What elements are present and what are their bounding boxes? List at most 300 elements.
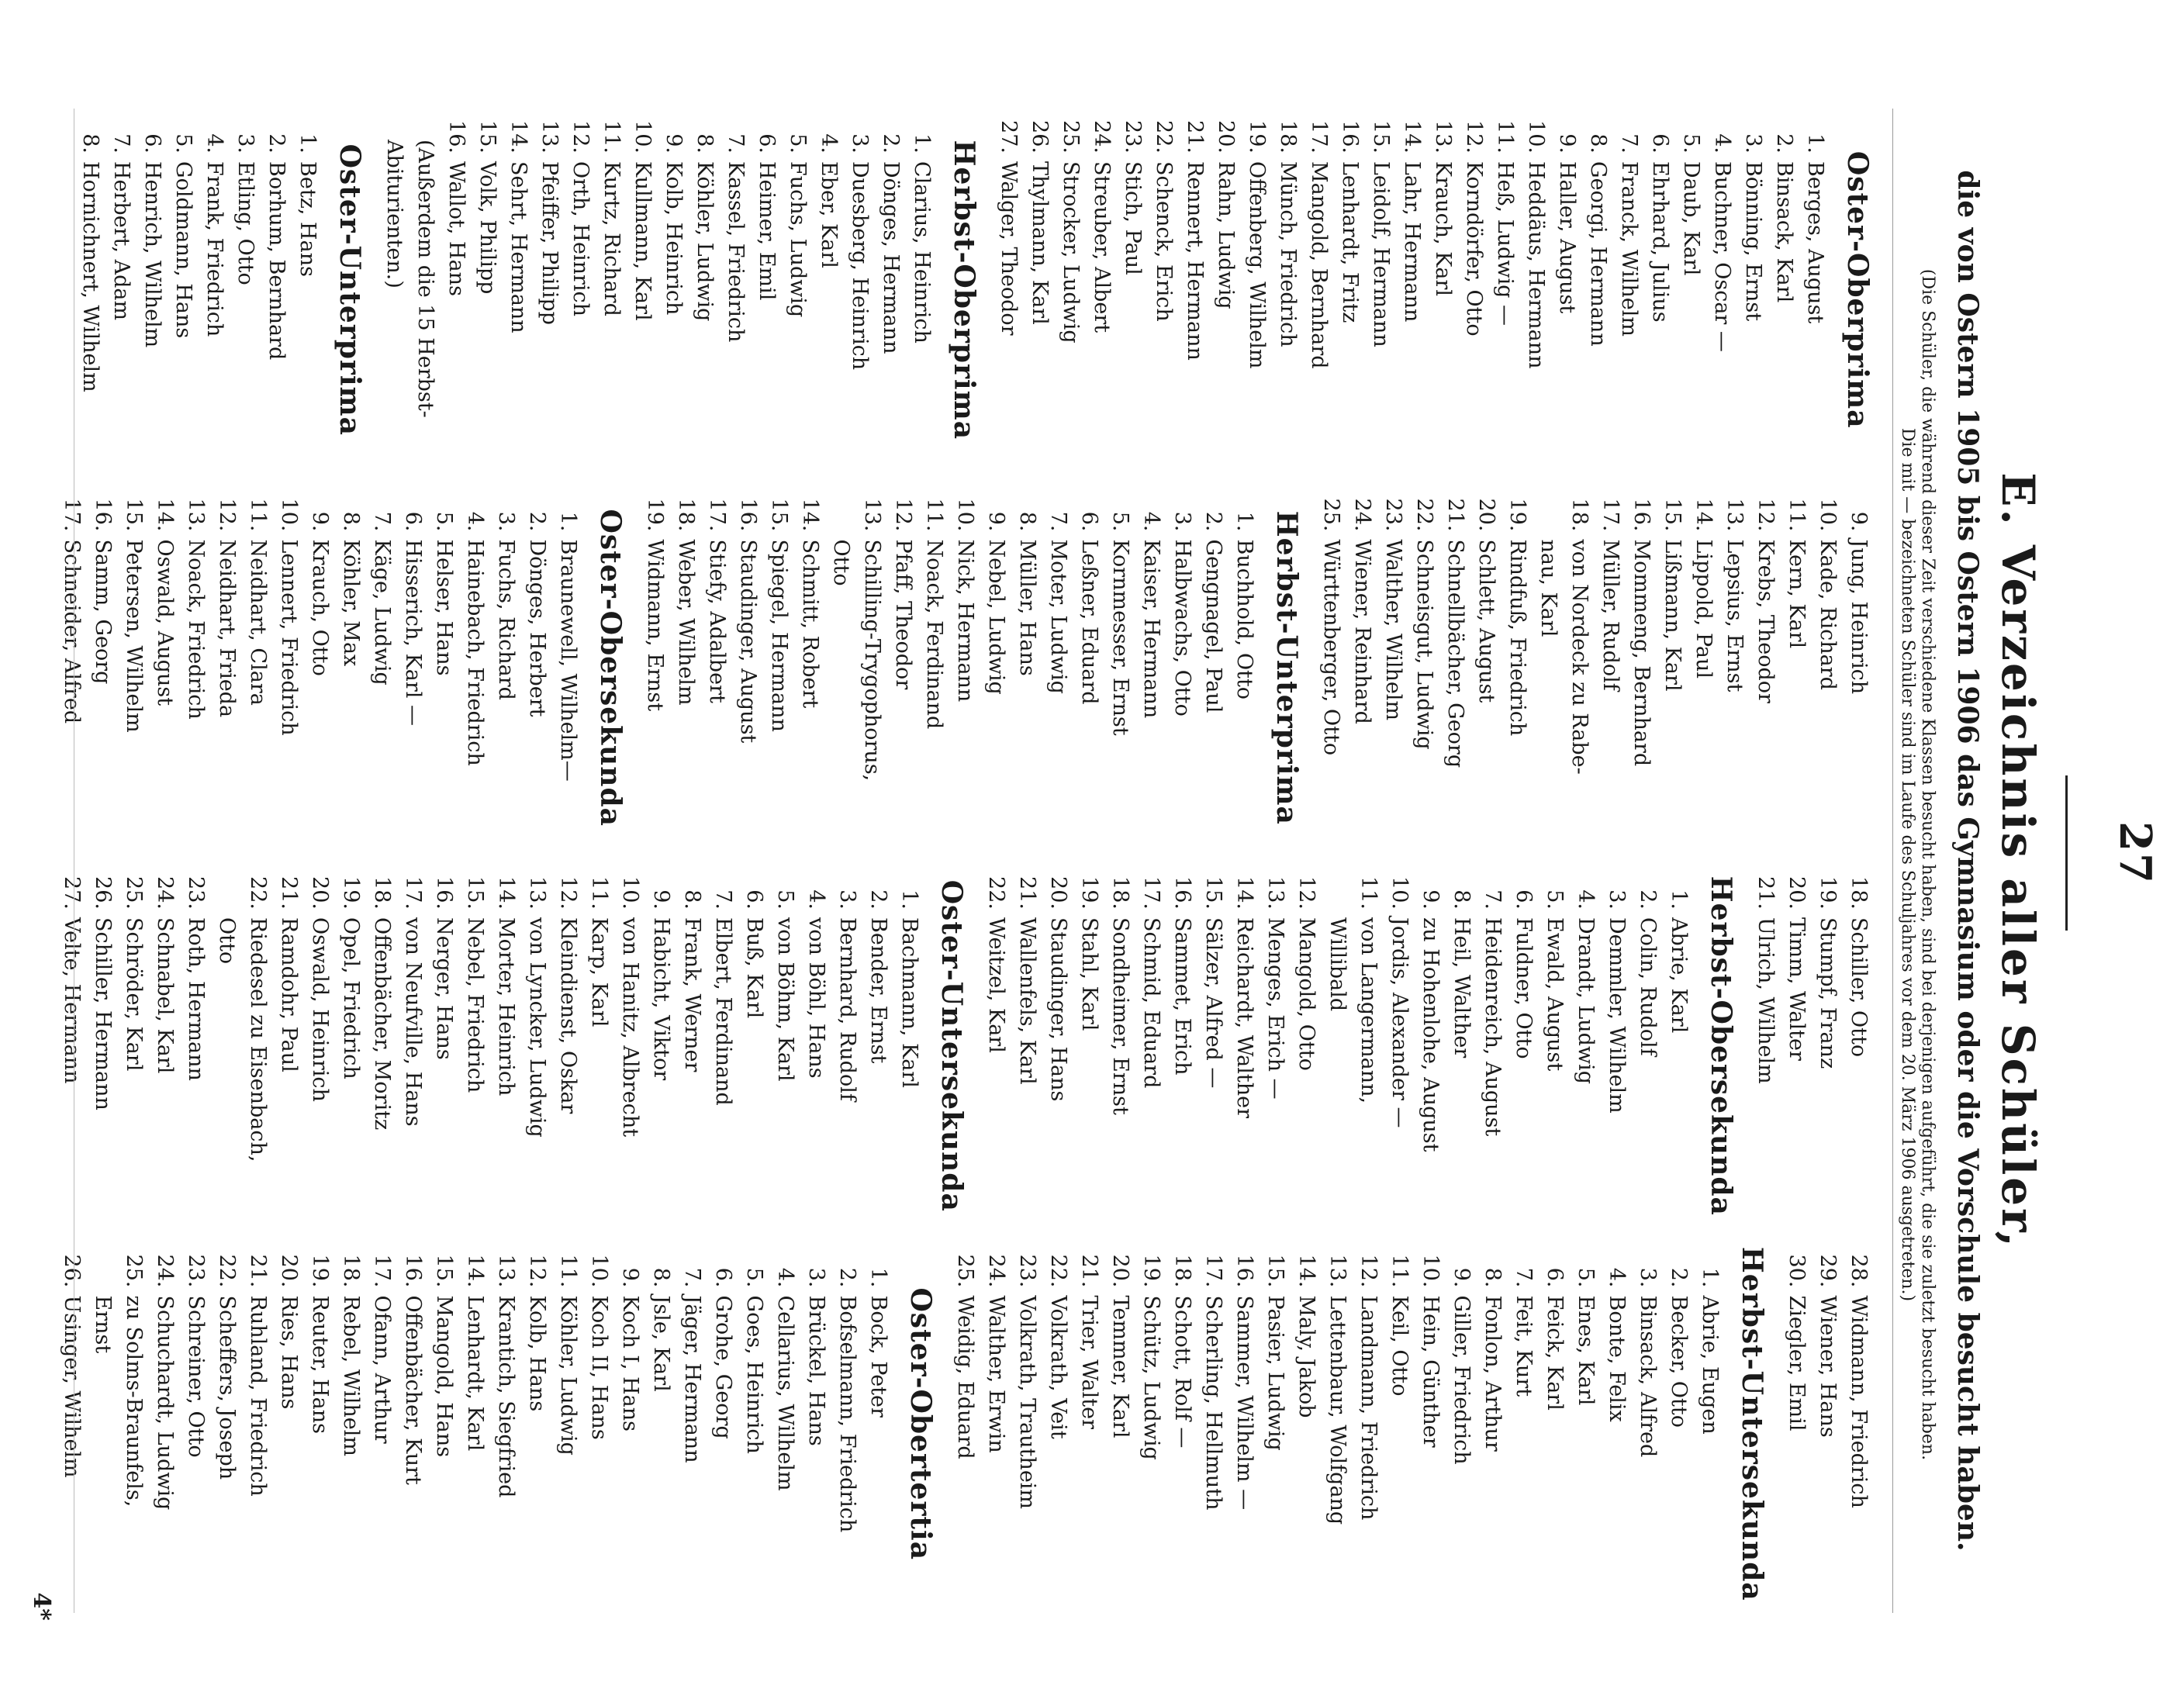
student-name: Bock, Peter [866,1295,890,1418]
list-item [211,865,242,1228]
item-number: 17. [401,876,425,910]
item-number: 1. [866,1267,890,1288]
item-number: 4. [202,133,226,154]
student-name: Heß, Ludwig — [1493,161,1517,326]
student-list [1315,487,1874,850]
item-number: 7. [1512,1267,1536,1288]
student-name: Berges, August [1803,161,1827,324]
list-item [800,865,831,1228]
student-name: Binsack, Alfred [1636,1295,1660,1458]
student-name: Kade, Richard [1816,539,1840,690]
item-number: 13. [537,120,562,154]
student-name: Halbwachs, Otto [1170,539,1194,717]
list-item [242,865,273,1228]
item-number: 20. [308,876,332,910]
item-number: 1. [1698,1267,1722,1288]
list-item [1750,487,1781,850]
list-item [732,487,763,850]
list-item [1781,487,1812,850]
list-item [738,1243,769,1606]
item-number: 21. [1015,876,1039,910]
list-item [87,1243,118,1606]
item-number: 17. [1201,1254,1225,1288]
list-item [1291,865,1322,1228]
student-name: Schlett, August [1474,539,1498,703]
list-item [273,865,304,1228]
student-name: Schott, Rolf — [1170,1295,1194,1449]
section-remark: Abiturienten.) [382,140,406,288]
list-item [993,109,1024,471]
list-item [1477,1243,1508,1606]
list-item [596,109,627,471]
item-number: 17. [370,1254,394,1288]
list-item [1595,487,1626,850]
student-name: Reuter, Hans [308,1295,332,1435]
list-item [1011,487,1042,850]
student-name: Drandt, Ludwig [1574,917,1598,1084]
student-name: Reichardt, Walther [1232,917,1256,1119]
list-item [1626,487,1657,850]
item-number: 10. [277,498,301,532]
item-number: 12. [1462,120,1486,154]
student-name: Wiener, Hans [1816,1295,1840,1438]
item-number: 18. [1108,876,1132,910]
list-item [1408,487,1439,850]
item-number: 5. [1574,1267,1598,1288]
item-number: 16. [1629,498,1654,532]
item-number: 16. [444,120,468,154]
list-item [1117,109,1148,471]
item-number: 3. [233,133,257,154]
student-name: Weber, Wilhelm [674,539,698,706]
item-number: 21. [1754,876,1778,910]
item-number: 11. [1493,120,1517,154]
item-number: 25. [1319,498,1343,532]
list-item [428,1243,459,1606]
class-heading: Oster-Untersekunda [935,879,968,1212]
list-item [1346,487,1377,850]
list-item [769,865,800,1228]
student-name: Frank, Werner [680,917,704,1072]
list-item [1533,487,1564,850]
student-name: Menges, Erich — [1263,917,1287,1100]
item-number: 7. [711,889,735,910]
student-name: Schnabel, Karl [153,917,177,1074]
student-name: zu Solms-Braunfels, [122,1295,146,1507]
list-item [1706,109,1737,471]
list-item [1843,865,1874,1228]
student-name: Schreiner, Otto [184,1295,208,1458]
item-number: 11. [922,498,946,532]
list-item [304,865,335,1228]
item-number: 4. [1139,511,1163,532]
item-number: 18. [674,498,698,532]
item-number: 1. [1232,511,1256,532]
student-name: Keil, Otto [1387,1295,1412,1397]
item-number: 16. [1338,120,1362,154]
student-name: Volkrath, Trautheim [1015,1295,1039,1510]
signature-mark: 4* [28,1592,55,1621]
item-number: 9. [1450,1267,1474,1288]
student-name: Ramdohr, Paul [277,917,301,1072]
student-name: Ofann, Arthur [370,1295,394,1444]
list-item [856,487,887,850]
student-name: Maly, Jakob [1294,1295,1318,1418]
list-item [1166,1243,1197,1606]
item-number: 20. [1474,498,1498,532]
item-number: 7. [1617,133,1641,154]
item-number: 9. [618,1267,642,1288]
list-item [1322,1243,1353,1606]
list-item [459,865,490,1228]
list-item [875,109,906,471]
list-item [906,109,937,471]
student-name: von Böhm, Karl [773,917,797,1082]
list-item [1104,487,1135,850]
list-item [441,109,472,471]
item-number: 8. [680,889,704,910]
student-list [1781,1243,1874,1606]
list-item [1843,1243,1874,1606]
student-name: Otto [829,539,853,586]
student-name: Feit, Kurt [1512,1295,1536,1397]
list-item [645,1243,676,1606]
item-number: 19. [339,876,363,910]
item-number: 6. [755,133,779,154]
item-number: 7. [1046,511,1070,532]
student-name: Lennert, Friedrich [277,539,301,736]
list-item [118,487,149,850]
list-item [149,487,180,850]
list-item [707,1243,738,1606]
item-number: 13. [525,876,549,910]
item-number: 15. [463,876,487,910]
item-number: 20. [277,1254,301,1288]
student-name: Müller, Rudolf [1598,539,1622,691]
item-number: 8. [1481,1267,1505,1288]
item-number: 13. [1723,498,1747,532]
student-name: Krauch, Karl [1431,161,1455,297]
student-name: Georgi, Hermann [1586,161,1610,347]
list-item [273,1243,304,1606]
list-item [1508,1243,1539,1606]
student-name: Samm, Georg [91,539,115,685]
student-name: Bender, Ernst [866,917,890,1064]
list-item [1601,865,1632,1228]
student-name: Fuldner, Otto [1512,917,1536,1059]
list-item [1508,865,1539,1228]
item-number: 20. [1046,876,1070,910]
list-item [490,865,521,1228]
student-name: Helser, Hans [432,539,456,676]
student-name: Bofselmann, Friedrich [835,1295,859,1533]
item-number: 12. [1754,498,1778,532]
student-name: Jordis, Alexander — [1387,917,1412,1128]
item-number: 24. [1350,498,1374,532]
item-number: 28. [1847,1254,1871,1288]
list-item [627,109,658,471]
list-item [949,1243,980,1606]
list-item [230,109,261,471]
student-name: Becker, Otto [1667,1295,1691,1428]
list-item [1353,1243,1384,1606]
item-number: 8. [693,133,717,154]
item-number: 18. [1567,498,1591,532]
student-name: Etling, Otto [233,161,257,285]
student-name: Leidolf, Hermann [1369,161,1393,347]
list-item [1812,1243,1843,1606]
item-number: 7. [370,511,394,532]
item-number [1533,487,1564,540]
student-name: Bachmann, Karl [897,917,921,1088]
list-item [658,109,689,471]
list-item [831,1243,862,1606]
item-number: 5. [1543,889,1567,910]
item-number: 22. [246,876,270,910]
student-name: Krauch, Otto [308,539,332,676]
student-name: Stahl, Karl [1077,917,1101,1031]
student-list [56,1243,893,1606]
student-name: Demmler, Wilhelm [1605,917,1629,1114]
student-name: Kleindienst, Oskar [556,917,580,1114]
list-item [1688,487,1719,850]
item-number: 19. [1505,498,1529,532]
student-name: Heil, Walther [1450,917,1474,1058]
item-number: 25. [122,1254,146,1288]
list-item [1148,109,1179,471]
student-name: Bernhard, Rudolf [835,917,859,1101]
list-item [1011,1243,1042,1606]
student-name: Pfaff, Theodor [891,539,915,690]
item-number: 21. [246,1254,270,1288]
list-item [1613,109,1644,471]
student-name: Otto [215,917,239,965]
student-name: Lippold, Paul [1692,539,1716,679]
item-number: 19. [1139,1254,1163,1288]
list-item [1570,865,1601,1228]
student-name: Ewald, August [1543,917,1567,1072]
student-name: Schröder, Karl [122,917,146,1072]
item-number: 1. [1803,133,1827,154]
item-number: 25. [1059,120,1083,154]
top-rule [2065,775,2068,931]
item-number: 24. [153,876,177,910]
student-name: Ries, Hans [277,1295,301,1410]
item-number: 14. [1400,120,1424,154]
student-name: Sehrt, Hermann [506,161,530,333]
student-name: Volk, Philipp [475,161,499,295]
student-name: Thylmann, Karl [1028,161,1052,325]
class-heading: Oster-Obersekunda [594,509,627,827]
student-list [1750,865,1874,1228]
student-name: Kassel, Friedrich [724,161,748,343]
student-name: Walger, Theodor [997,161,1021,336]
student-name: Usinger, Wilhelm [60,1295,84,1478]
item-number: 8. [1015,511,1039,532]
student-name: Oswald, August [153,539,177,706]
item-number: 6. [1648,133,1672,154]
student-name: Käge, Ludwig [370,539,394,686]
list-item [1663,865,1694,1228]
student-name: Franck, Wilhelm [1617,161,1641,337]
student-name: Kurtz, Richard [600,161,624,316]
student-name: Mommeng, Bernhard [1629,539,1654,767]
student-name: Nick, Hermann [953,539,977,703]
item-number: 13. [494,1254,518,1288]
item-number: 15. [122,498,146,532]
list-item [1446,865,1477,1228]
item-number: 15. [1263,1254,1287,1288]
student-name: Mangold, Hans [432,1295,456,1458]
student-name: Kullmann, Karl [631,161,655,321]
student-list [980,865,1694,1228]
list-item [1166,487,1197,850]
list-item [459,487,490,850]
student-name: Gengnagel, Paul [1201,539,1225,713]
item-number: 7. [109,133,133,154]
item-number: 16. [91,498,115,532]
column-4 [60,1243,1874,1621]
student-name: Noack, Ferdinand [922,539,946,730]
item-number: 10. [953,498,977,532]
item-number: 27. [997,120,1021,154]
student-name: Oswald, Heinrich [308,917,332,1102]
list-item [56,1243,87,1606]
list-item [1384,1243,1415,1606]
student-name: Goes, Heinrich [742,1295,766,1454]
student-name: Sammer, Wilhelm — [1232,1295,1256,1511]
list-item [831,865,862,1228]
list-item [428,487,459,850]
item-number: 6. [140,133,164,154]
item-number: 15. [432,1254,456,1288]
item-number: 8. [1586,133,1610,154]
list-item [980,865,1011,1228]
item-number [825,487,856,540]
item-number: 23. [184,876,208,910]
student-list [74,109,323,471]
list-item [1315,487,1346,850]
student-name: Schilling-Trygophorus, [860,539,884,782]
list-item [1260,865,1291,1228]
item-number: 12. [525,1254,549,1288]
item-number: 2. [1667,1267,1691,1288]
student-name: Fuchs, Ludwig [786,161,810,318]
list-item [149,865,180,1228]
item-number: 19. [643,498,667,532]
item-number: 10. [1387,876,1412,910]
student-name: Heidenreich, August [1481,917,1505,1137]
list-item [118,1243,149,1606]
list-item [87,865,118,1228]
list-item [1812,487,1843,850]
list-item [304,487,335,850]
list-item [1086,109,1117,471]
list-item [1582,109,1613,471]
list-item [1179,109,1210,471]
student-name: Hein, Günther [1419,1295,1443,1448]
student-name: Giller, Friedrich [1450,1295,1474,1465]
student-name: Leßner, Eduard [1077,539,1101,705]
explanatory-note [1897,140,1937,1590]
list-item [459,1243,490,1606]
item-number: 25. [122,876,146,910]
item-number: 1. [556,511,580,532]
student-name: Lettenbaur, Wolfgang [1325,1295,1349,1525]
student-name: Schenck, Erich [1152,161,1176,322]
student-name: Schnellbächer, Georg [1443,539,1467,768]
column-3 [60,865,1874,1243]
student-name: Scheffers, Joseph [215,1295,239,1480]
item-number: 7. [724,133,748,154]
student-name: Elbert, Ferdinand [711,917,735,1106]
student-name: Lepsius, Ernst [1723,539,1747,692]
list-item [335,487,366,850]
item-number: 13. [1431,120,1455,154]
list-item [534,109,565,471]
student-name: Schneider, Alfred [60,539,84,724]
class-heading: Herbst-Obersekunda [1705,875,1737,1216]
item-number: 17. [1139,876,1163,910]
student-name: Dönges, Hermann [879,161,903,354]
list-item [1272,109,1303,471]
student-name: Nebel, Ludwig [984,539,1008,695]
student-name: Sälzer, Alfred — [1201,917,1225,1089]
item-number: 25. [953,1254,977,1288]
student-name: Mangold, Bernhard [1307,161,1331,369]
list-item [521,1243,552,1606]
student-name: von Lyncker, Ludwig [525,917,549,1138]
student-name: Willibald [1325,917,1349,1012]
item-number: 19. [308,1254,332,1288]
item-number: 22. [1412,498,1436,532]
list-item [168,109,199,471]
note-line-1: (Die Schüler, die während dieser Zeit verschiedene Klassen besucht haben, sind bei derjenigen aufgeführt, die sie zuletzt besucht haben. [1918,268,1937,1461]
student-name: von Langermann, [1356,917,1381,1104]
item-number: 3. [1636,1267,1660,1288]
item-number: 11. [587,876,611,910]
item-number: 26. [91,876,115,910]
student-name: Walther, Erwin [984,1295,1008,1453]
list-item [1228,487,1260,850]
item-number: 13. [1325,1254,1349,1288]
item-number: 14. [1692,498,1716,532]
column-1 [78,109,1874,487]
student-name: Nerger, Hans [432,917,456,1060]
student-name: Karp, Karl [587,917,611,1027]
student-name: Köhler, Ludwig [556,1295,580,1456]
list-item [1632,865,1663,1228]
list-item [1719,487,1750,850]
student-name: Binsack, Karl [1772,161,1796,303]
student-name: Rindfuß, Friedrich [1505,539,1529,737]
student-name: Landmann, Friedrich [1356,1295,1381,1521]
student-name: Borhum, Bernhard [264,161,289,361]
student-name: Rahn, Ludwig [1214,161,1238,309]
item-number: 5. [432,511,456,532]
student-name: Jsle, Karl [649,1295,673,1392]
item-number: 3. [848,133,872,154]
list-item [242,487,273,850]
student-name: Staudinger, Hans [1046,917,1070,1102]
item-number: 19. [1245,120,1269,154]
student-name: Habicht, Viktor [649,917,673,1081]
student-name: Schiller, Otto [1847,917,1871,1058]
list-item [1644,109,1675,471]
list-item [949,487,980,850]
list-item [335,865,366,1228]
list-item [1663,1243,1694,1606]
